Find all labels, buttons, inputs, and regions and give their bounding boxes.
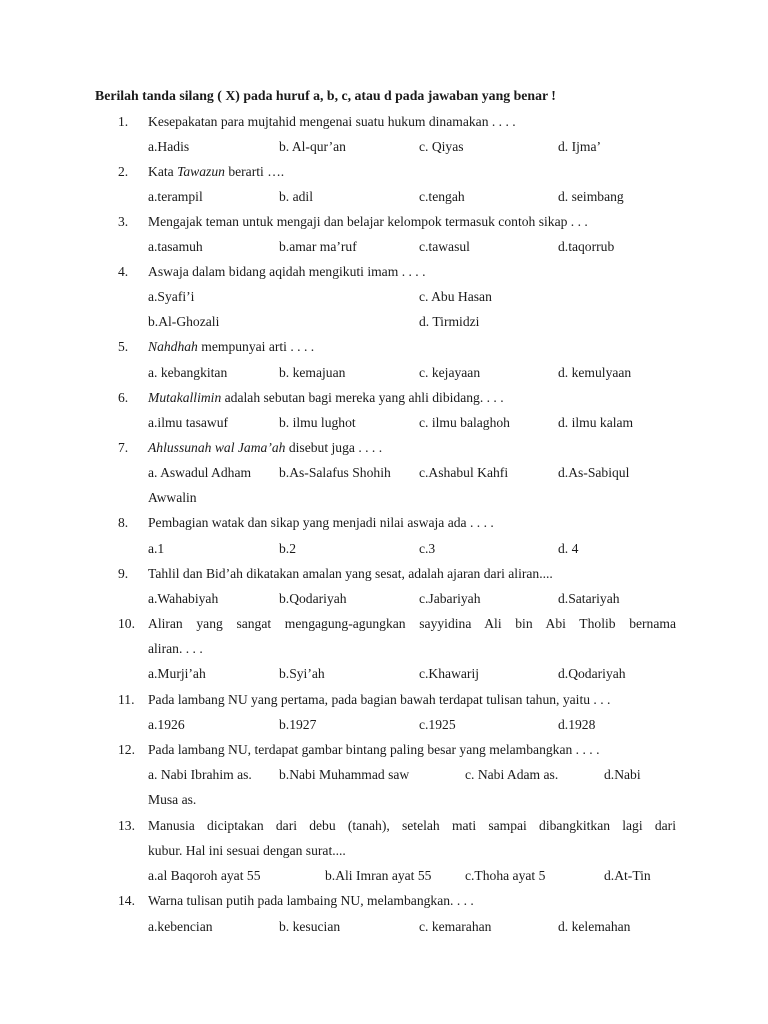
option-d: d. seimbang [558, 189, 624, 204]
question-number: 12. [118, 742, 135, 757]
option-c: c. kemarahan [419, 919, 492, 934]
option-a: a. Nabi Ibrahim as. [148, 767, 252, 782]
question-stem: Pada lambang NU yang pertama, pada bagian bawah terdapat tulisan tahun, yaitu . . . [148, 692, 611, 707]
option-d: d.At-Tin [604, 868, 651, 883]
option-d: d. ilmu kalam [558, 415, 634, 430]
question-10 [0, 614, 768, 634]
question-number: 4. [118, 264, 129, 279]
question-number: 6. [118, 390, 129, 405]
option-d: d.Satariyah [558, 591, 620, 606]
option-b: b. Al-qur’an [279, 139, 346, 154]
question-stem: Manusia diciptakan dari debu (tanah), setelah mati sampai dibangkitkan lagi dari [148, 818, 676, 833]
option-b: b.Nabi Muhammad saw [279, 767, 410, 782]
option-d: d. Ijma’ [558, 139, 602, 154]
options-1 [0, 137, 768, 157]
option-b: b.Al-Ghozali [148, 314, 220, 329]
option-c: c.tawasul [419, 239, 470, 254]
option-d: d.Nabi [604, 767, 641, 782]
option-d: d.As-Sabiqul [558, 465, 630, 480]
option-b: b.2 [279, 541, 296, 556]
option-c: c.1925 [419, 717, 456, 732]
question-stem: Mengajak teman untuk mengaji dan belajar kelompok termasuk contoh sikap . . . [148, 214, 588, 229]
question-stem: Tahlil dan Bid’ah dikatakan amalan yang sesat, adalah ajaran dari aliran.... [148, 566, 553, 581]
options-4-row-2 [0, 312, 768, 332]
option-d: d.1928 [558, 717, 596, 732]
option-b: b.Qodariyah [279, 591, 347, 606]
option-b: b. adil [279, 189, 313, 204]
option-d-continuation: Awwalin [148, 490, 197, 505]
question-stem: Pada lambang NU, terdapat gambar bintang paling besar yang melambangkan . . . . [148, 742, 600, 757]
question-stem: Pembagian watak dan sikap yang menjadi nilai aswaja ada . . . . [148, 515, 494, 530]
options-5 [0, 363, 768, 383]
option-a: a.1 [148, 541, 165, 556]
option-c: c. Nabi Adam as. [465, 767, 559, 782]
question-number: 11. [118, 692, 135, 707]
question-stem: Aswaja dalam bidang aqidah mengikuti imam . . . . [148, 264, 426, 279]
question-number: 5. [118, 339, 129, 354]
option-a: a. kebangkitan [148, 365, 228, 380]
option-d: d.taqorrub [558, 239, 615, 254]
options-4-row-1 [0, 287, 768, 307]
option-c: c. kejayaan [419, 365, 481, 380]
option-c: c.Ashabul Kahfi [419, 465, 509, 480]
question-number: 14. [118, 893, 135, 908]
options-11 [0, 715, 768, 735]
option-d-continuation: Musa as. [148, 792, 197, 807]
option-a: a. Aswadul Adham [148, 465, 252, 480]
option-a: a.terampil [148, 189, 203, 204]
question-13 [0, 816, 768, 836]
options-2 [0, 187, 768, 207]
option-c: c.Jabariyah [419, 591, 481, 606]
question-stem: Warna tulisan putih pada lambaing NU, melambangkan. . . . [148, 893, 474, 908]
question-stem: Kata Tawazun berarti …. [148, 164, 285, 179]
option-a: a.Murji’ah [148, 666, 206, 681]
option-a: a.Wahabiyah [148, 591, 219, 606]
question-stem: Mutakallimin adalah sebutan bagi mereka yang ahli dibidang. . . . [148, 390, 504, 405]
option-b: b. kemajuan [279, 365, 346, 380]
option-d: d. kemulyaan [558, 365, 632, 380]
option-a: a.Syafi’i [148, 289, 195, 304]
question-number: 7. [118, 440, 129, 455]
option-a: a.kebencian [148, 919, 213, 934]
question-stem-continuation: kubur. Hal ini sesuai dengan surat.... [148, 843, 346, 858]
instruction-heading: Berilah tanda silang ( X) pada huruf a, b, c, atau d pada jawaban yang benar ! [95, 88, 556, 103]
question-number: 1. [118, 114, 129, 129]
question-stem-continuation: aliran. . . . [148, 641, 203, 656]
option-c: c. ilmu balaghoh [419, 415, 510, 430]
question-number: 10. [118, 616, 135, 631]
options-13 [0, 866, 768, 886]
option-a: a.ilmu tasawuf [148, 415, 229, 430]
option-c: c.Thoha ayat 5 [465, 868, 546, 883]
options-14 [0, 917, 768, 937]
option-b: b. ilmu lughot [279, 415, 356, 430]
options-12 [0, 765, 768, 785]
question-number: 13. [118, 818, 135, 833]
option-c: c. Qiyas [419, 139, 464, 154]
option-c: c.3 [419, 541, 436, 556]
question-number: 8. [118, 515, 129, 530]
option-c: c.tengah [419, 189, 465, 204]
option-b: b.Syi’ah [279, 666, 325, 681]
option-a: a.1926 [148, 717, 185, 732]
options-10 [0, 664, 768, 684]
option-b: b.Ali Imran ayat 55 [325, 868, 432, 883]
option-d: d.Qodariyah [558, 666, 626, 681]
option-c: c. Abu Hasan [419, 289, 492, 304]
option-b: b.As-Salafus Shohih [279, 465, 391, 480]
option-d: d. kelemahan [558, 919, 631, 934]
question-number: 9. [118, 566, 129, 581]
question-stem: Aliran yang sangat mengagung-agungkan sayyidina Ali bin Abi Tholib bernama [148, 616, 676, 631]
question-stem: Nahdhah mempunyai arti . . . . [148, 339, 315, 354]
options-7 [0, 463, 768, 483]
option-c: c.Khawarij [419, 666, 480, 681]
options-3 [0, 237, 768, 257]
option-d: d. 4 [558, 541, 579, 556]
option-d: d. Tirmidzi [419, 314, 480, 329]
question-stem: Kesepakatan para mujtahid mengenai suatu hukum dinamakan . . . . [148, 114, 516, 129]
option-b: b.1927 [279, 717, 317, 732]
question-number: 3. [118, 214, 129, 229]
question-stem: Ahlussunah wal Jama’ah disebut juga . . . . [148, 440, 383, 455]
option-b: b. kesucian [279, 919, 341, 934]
option-a: a.al Baqoroh ayat 55 [148, 868, 261, 883]
option-a: a.Hadis [148, 139, 190, 154]
option-b: b.amar ma’ruf [279, 239, 357, 254]
question-number: 2. [118, 164, 129, 179]
options-9 [0, 589, 768, 609]
option-a: a.tasamuh [148, 239, 203, 254]
options-8 [0, 539, 768, 559]
options-6 [0, 413, 768, 433]
